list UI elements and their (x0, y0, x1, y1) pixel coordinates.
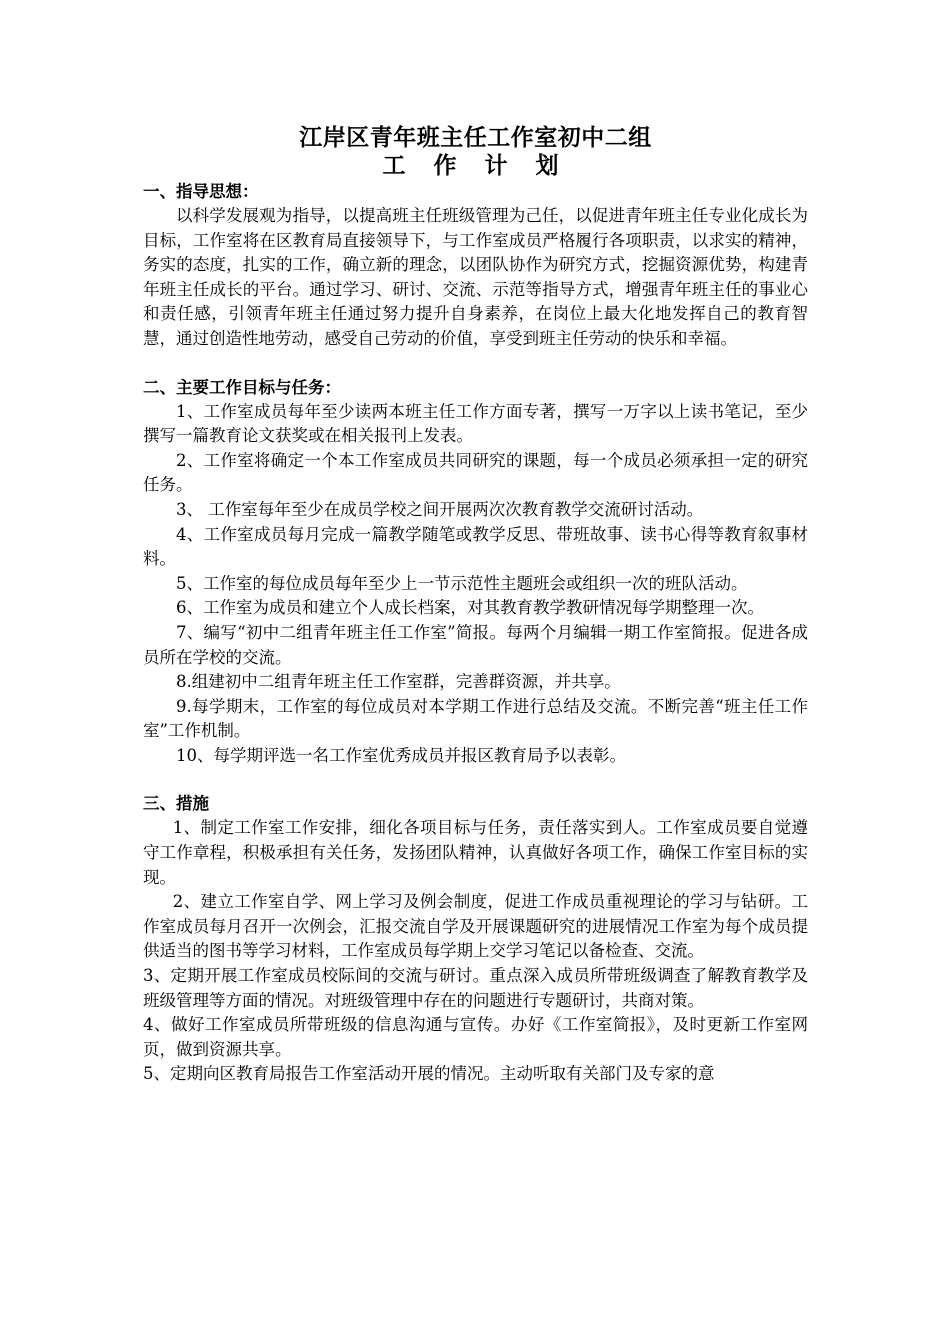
section-heading-goals-tasks: 二、主要工作目标与任务： (143, 377, 341, 397)
list-item: 1、制定工作室工作安排，细化各项目标与任务，责任落实到人。工作室成员要自觉遵守工作章程，积极承担有关任务，发扬团队精神，认真做好各项工作，确保工作室目标的实现。 (143, 818, 808, 887)
list-item: 5、定期向区教育局报告工作室活动开展的情况。主动听取有关部门及专家的意 (143, 1064, 715, 1084)
list-item: 3、 工作室每年至少在成员学校之间开展两次次教育教学交流研讨活动。 (176, 499, 704, 519)
document-subtitle: 工 作 计 划 (382, 152, 569, 179)
section-spacer (143, 768, 808, 792)
list-item: 6、工作室为成员和建立个人成长档案，对其教育教学教研情况每学期整理一次。 (176, 598, 764, 618)
list-item: 2、建立工作室自学、网上学习及例会制度，促进工作成员重视理论的学习与钻研。工作室成员每月召开一次例会，汇报交流自学及开展课题研究的进展情况工作室为每个成员提供适当的图书等学习材料，工作室成员每学期上交学习笔记以备检查、交流。 (143, 892, 808, 961)
list-item: 3、定期开展工作室成员校际间的交流与研讨。重点深入成员所带班级调查了解教育教学及班级管理等方面的情况。对班级管理中存在的问题进行专题研讨，共商对策。 (143, 966, 808, 1010)
list-item: 1、工作室成员每年至少读两本班主任工作方面专著，撰写一万字以上读书笔记，至少撰写一篇教育论文获奖或在相关报刊上发表。 (143, 401, 808, 446)
list-item: 5、工作室的每位成员每年至少上一节示范性主题班会或组织一次的班队活动。 (176, 573, 748, 593)
list-item: 7、编写“初中二组青年班主任工作室”简报。每两个月编辑一期工作室简报。促进各成员所在学校的交流。 (143, 622, 808, 667)
list-item: 9.每学期末，工作室的每位成员对本学期工作进行总结及交流。不断完善“班主任工作室”工作机制。 (143, 696, 808, 741)
section-heading-guiding-ideology: 一、指导思想： (143, 182, 259, 201)
section-spacer (143, 352, 808, 376)
list-item: 4、工作室成员每月完成一篇教学随笔或教学反思、带班故事、读书心得等教育叙事材料。 (143, 524, 808, 569)
section-heading-measures: 三、措施 (143, 794, 209, 814)
list-item: 8.组建初中二组青年班主任工作室群，完善群资源，并共享。 (176, 672, 621, 692)
document-title: 江岸区青年班主任工作室初中二组 (299, 124, 652, 151)
list-item: 2、工作室将确定一个本工作室成员共同研究的课题，每一个成员必须承担一定的研究任务。 (143, 450, 808, 495)
document-body (143, 124, 808, 1087)
list-item: 4、做好工作室成员所带班级的信息沟通与宣传。办好《工作室简报》，及时更新工作室网页，做到资源共享。 (143, 1015, 808, 1059)
list-item: 10、每学期评选一名工作室优秀成员并报区教育局予以表彰。 (176, 745, 626, 765)
paragraph: 以科学发展观为指导，以提高班主任班级管理为己任，以促进青年班主任专业化成长为目标，工作室将在区教育局直接领导下，与工作室成员严格履行各项职责，以求实的精神，务实的态度，扎实的工作，确立新的理念，以团队协作为研究方式，挖掘资源优势，构建青年班主任成长的平台。通过学习、研讨、交流、示范等指导方式，增强青年班主任的事业心和责任感，引领青年班主任通过努力提升自身素养，在岗位上最大化地发挥自己的教育智慧，通过创造性地劳动，感受自己劳动的价值，享受到班主任劳动的快乐和幸福。 (143, 206, 808, 348)
